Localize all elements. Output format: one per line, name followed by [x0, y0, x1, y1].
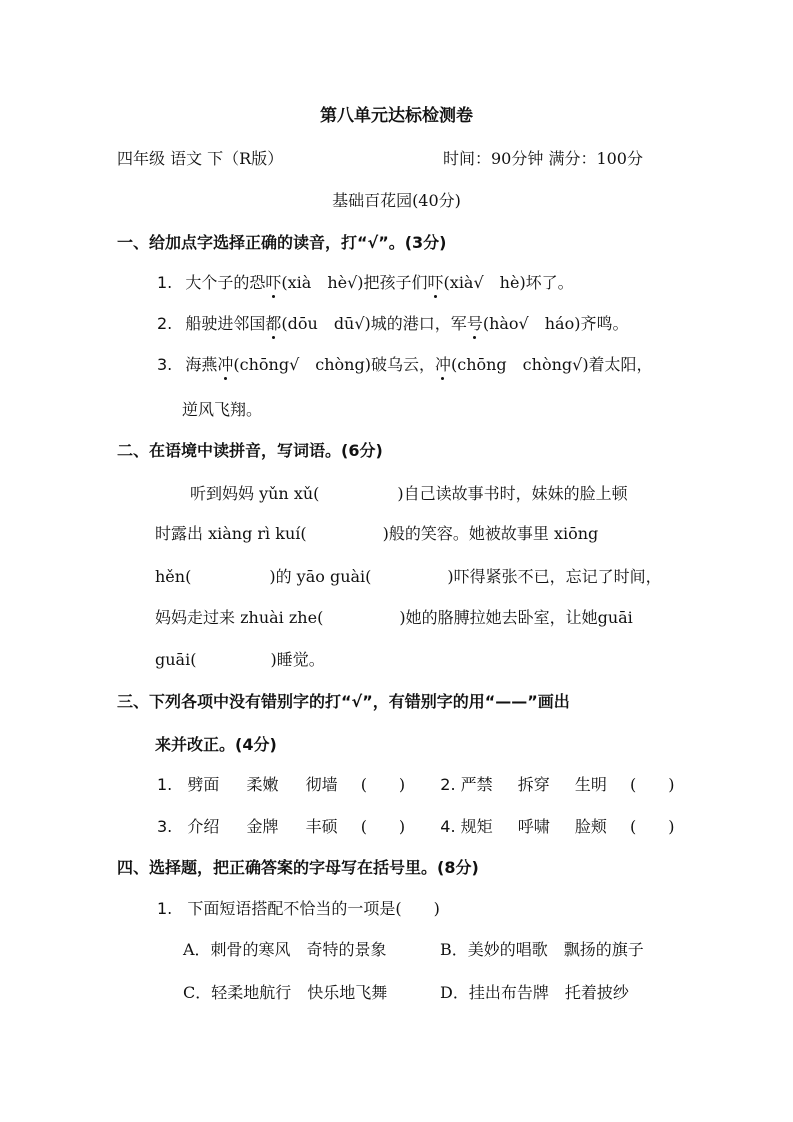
item-text: (hào√ háo)齐鸣。	[482, 314, 629, 333]
word: 规矩	[460, 817, 493, 836]
item-number: 1.	[157, 775, 173, 794]
grade-info: 四年级 语文 下（R版）	[117, 149, 284, 168]
answer-parentheses[interactable]: ( )	[360, 817, 406, 836]
section-2-line-5	[155, 648, 325, 672]
dotted-char: 吓	[428, 271, 444, 295]
passage-text: )睡觉。	[270, 650, 325, 669]
section-2-line-3	[155, 565, 662, 589]
passage-text: guāi(	[155, 650, 197, 669]
section-2-line-2	[155, 522, 598, 546]
word: 拆穿	[517, 775, 550, 794]
item-text: (chōng chòng√)着太阳，	[450, 355, 653, 374]
section-2-line-1	[190, 482, 628, 506]
passage-text: 时露出 xiàng rì kuí(	[155, 524, 307, 543]
option-c[interactable]: C．轻柔地航行 快乐地飞舞	[183, 983, 388, 1002]
section-3-heading-continued: 来并改正。(4分)	[155, 735, 277, 754]
word: 脸颊	[574, 817, 607, 836]
answer-parentheses[interactable]: ( )	[629, 817, 675, 836]
dotted-char: 吓	[265, 271, 281, 295]
passage-text: )自己读故事书时，妹妹的脸上顿	[397, 484, 628, 503]
section-4-question-1	[157, 897, 440, 921]
word: 柔嫩	[246, 775, 279, 794]
dotted-char: 都	[265, 312, 281, 336]
word: 呼啸	[517, 817, 550, 836]
item-text: 船驶进邻国	[185, 314, 266, 333]
passage-text: 听到妈妈 yǔn xǔ(	[190, 484, 320, 503]
passage-text: )她的胳膊拉她去卧室，让她guāi	[399, 608, 633, 627]
section-3-heading: 三、下列各项中没有错别字的打“√”，有错别字的用“——”画出	[117, 692, 570, 711]
passage-text: hěn(	[155, 567, 192, 586]
question-text: 下面短语搭配不恰当的一项是( )	[187, 899, 440, 918]
word: 丰硕	[305, 817, 338, 836]
item-number: 3.	[157, 817, 173, 836]
section-1-item-3-continued: 逆风飞翔。	[182, 400, 263, 419]
option-a[interactable]: A．刺骨的寒风 奇特的景象	[183, 940, 387, 959]
passage-text: 妈妈走过来 zhuài zhe(	[155, 608, 324, 627]
word: 生明	[574, 775, 607, 794]
passage-text: )吓得紧张不已，忘记了时间，	[447, 567, 662, 586]
dotted-char: 冲	[435, 353, 451, 377]
section-4-heading: 四、选择题，把正确答案的字母写在括号里。(8分)	[117, 858, 479, 877]
section-2-heading: 二、在语境中读拼音，写词语。(6分)	[117, 441, 383, 460]
item-number: 2.	[157, 314, 173, 333]
word: 金牌	[246, 817, 279, 836]
section-1-item-3	[157, 353, 653, 377]
passage-text: )的 yāo guài(	[269, 567, 372, 586]
item-number: 2.	[440, 775, 456, 794]
item-text: (dōu dū√)城的港口，军	[281, 314, 467, 333]
option-d[interactable]: D．挂出布告牌 托着披纱	[440, 983, 629, 1002]
section-1-heading: 一、给加点字选择正确的读音，打“√”。(3分)	[117, 233, 447, 252]
answer-parentheses[interactable]: ( )	[629, 775, 675, 794]
section-3-row-1	[157, 773, 674, 797]
page-title: 第八单元达标检测卷	[320, 106, 473, 126]
word: 严禁	[460, 775, 493, 794]
option-b[interactable]: B．美妙的唱歌 飘扬的旗子	[440, 940, 644, 959]
exam-time-info: 时间：90分钟 满分：100分	[443, 149, 643, 168]
item-number: 1.	[157, 273, 173, 292]
item-text: 海燕	[185, 355, 218, 374]
item-number: 4.	[440, 817, 456, 836]
item-text: 大个子的恐	[185, 273, 266, 292]
item-number: 1.	[157, 899, 173, 918]
item-text: (xià hè√)把孩子们	[281, 273, 428, 292]
word: 介绍	[187, 817, 220, 836]
section-2-line-4	[155, 606, 633, 630]
section-3-row-2	[157, 815, 674, 839]
answer-parentheses[interactable]: ( )	[360, 775, 406, 794]
item-number: 3.	[157, 355, 173, 374]
section-subtitle: 基础百花园(40分)	[332, 191, 461, 210]
passage-text: )般的笑容。她被故事里 xiōng	[382, 524, 599, 543]
dotted-char: 号	[467, 312, 483, 336]
dotted-char: 冲	[217, 353, 233, 377]
word: 劈面	[187, 775, 220, 794]
section-1-item-1	[157, 271, 574, 295]
section-1-item-2	[157, 312, 628, 336]
word: 彻墙	[305, 775, 338, 794]
item-text: (xià√ hè)坏了。	[443, 273, 574, 292]
item-text: (chōng√ chòng)破乌云，	[233, 355, 435, 374]
